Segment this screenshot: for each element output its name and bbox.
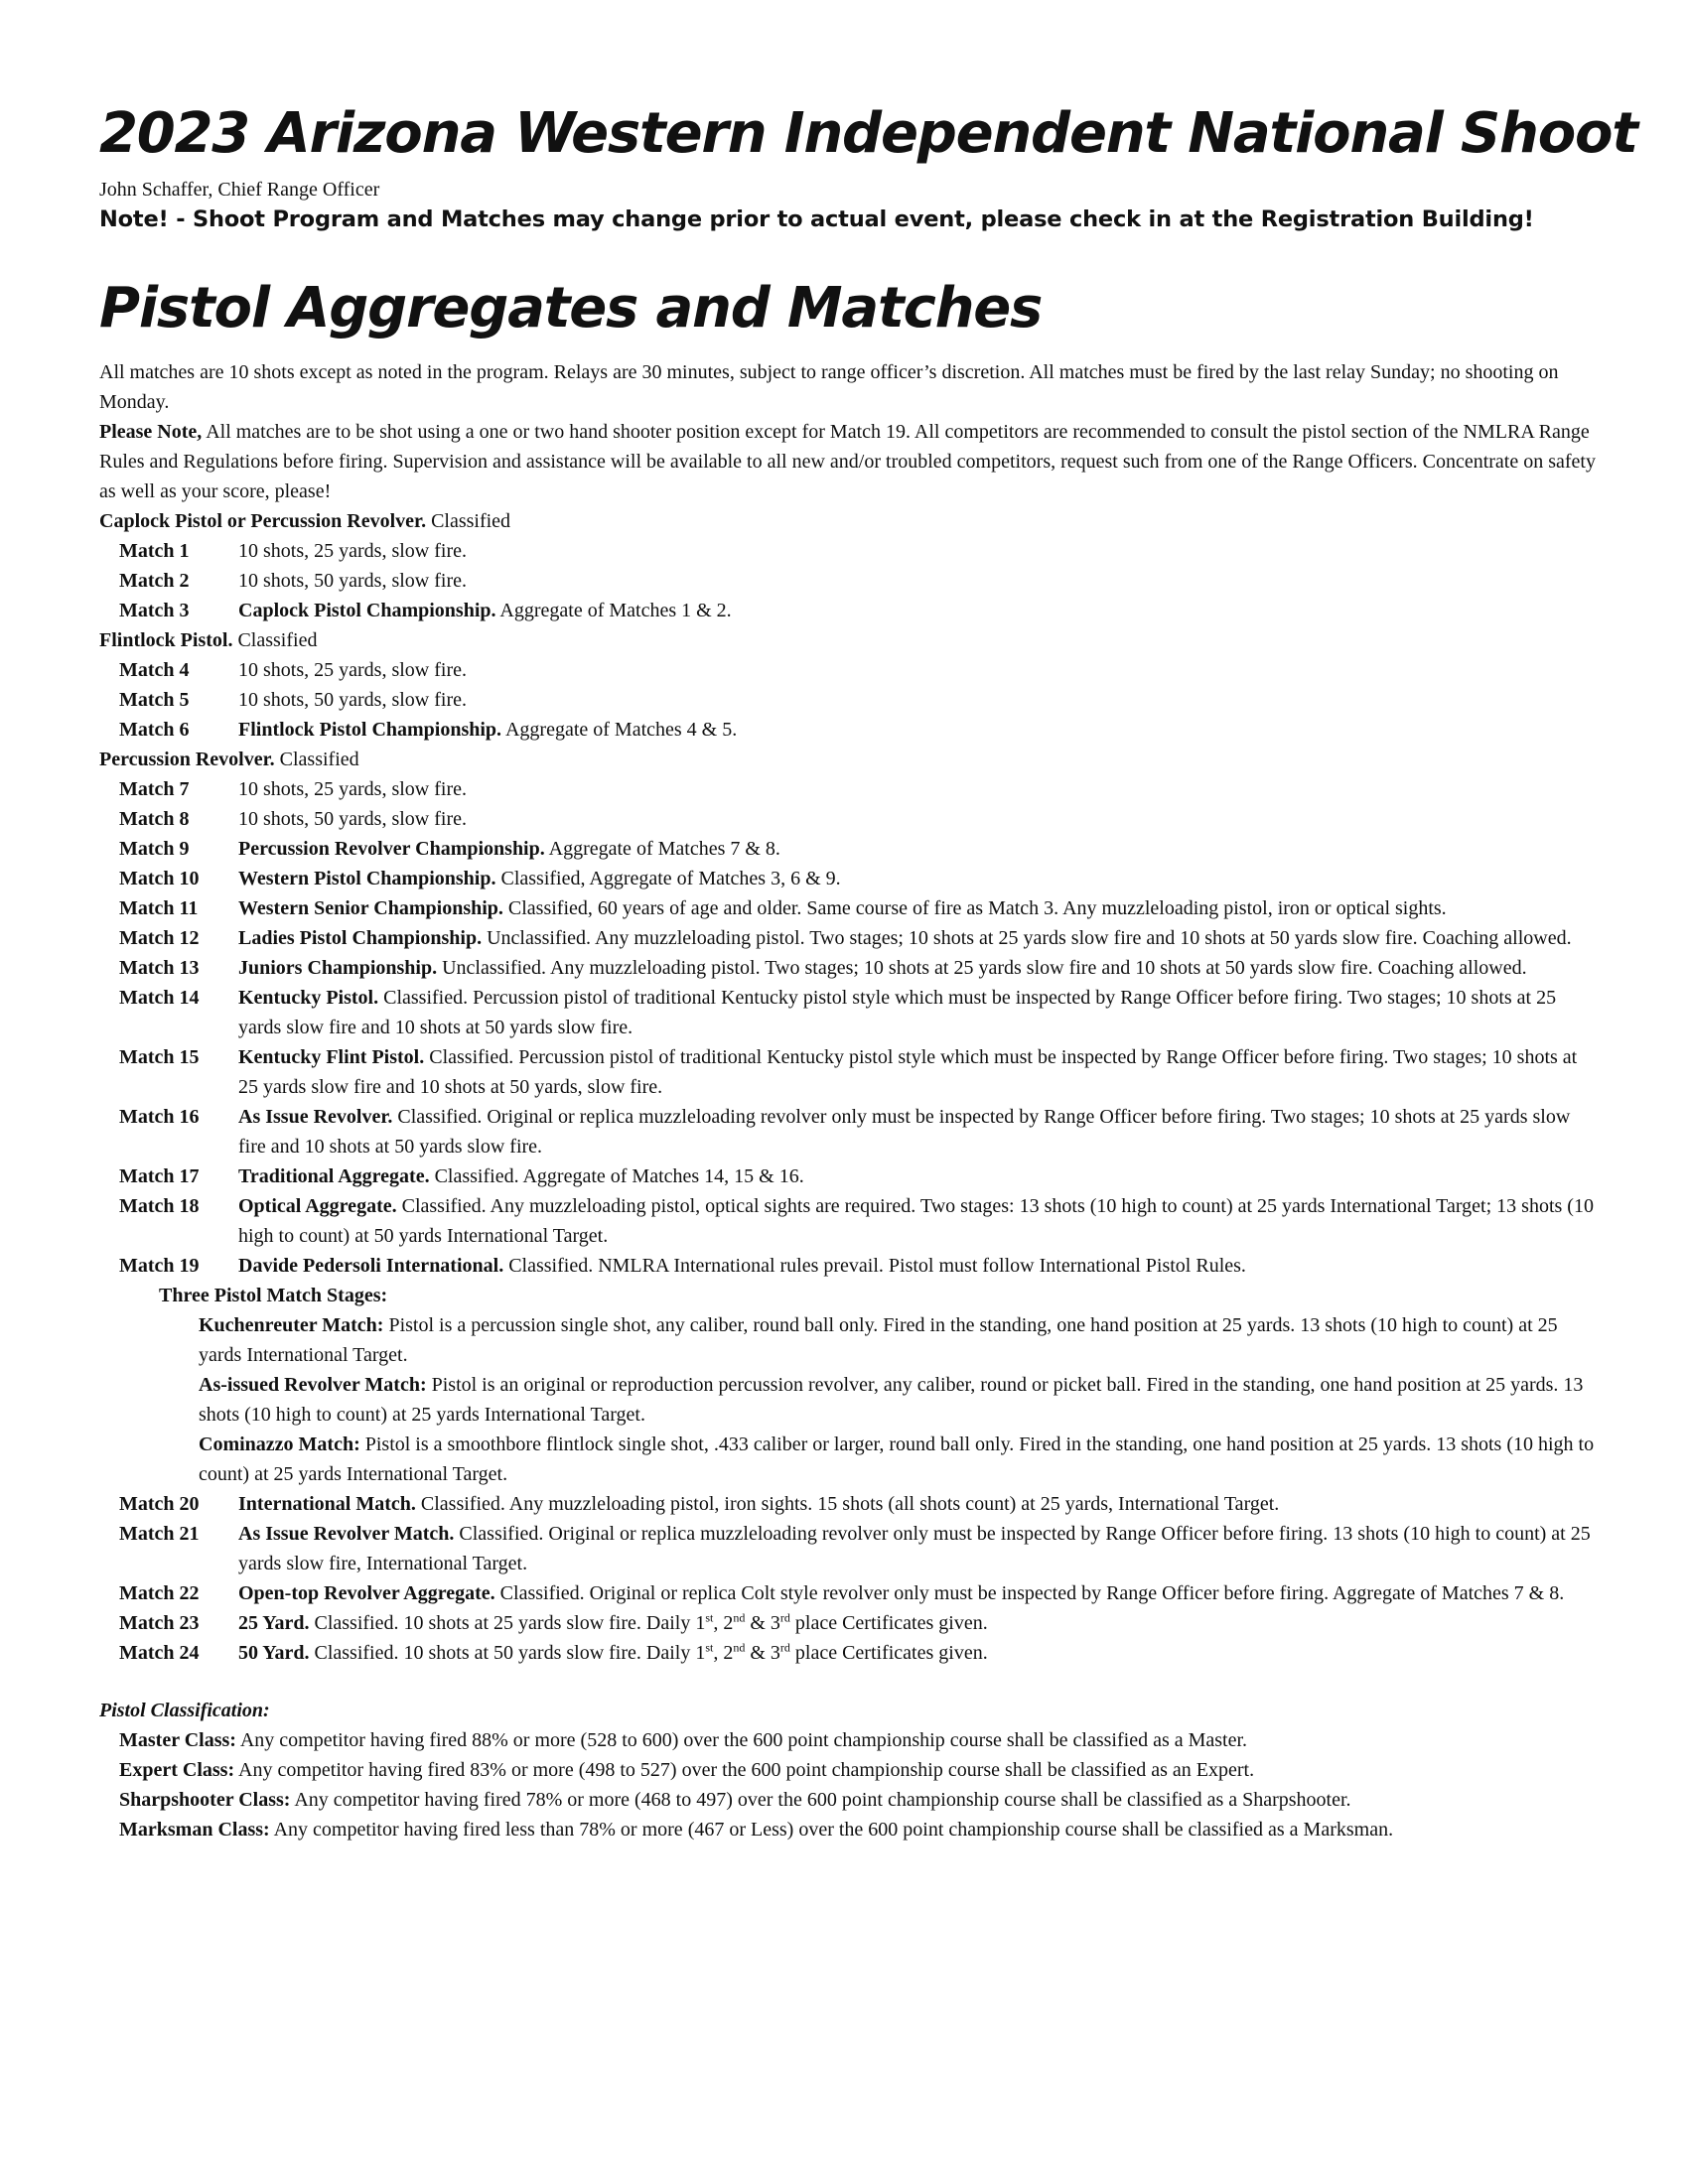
match-number: Match 15 — [119, 1046, 200, 1068]
match-text: & 3 — [745, 1642, 780, 1664]
group-name: Caplock Pistol or Percussion Revolver. — [99, 510, 427, 532]
match-description — [238, 1578, 1599, 1608]
class-expert — [99, 1755, 1599, 1785]
match-description: 10 shots, 25 yards, slow fire. — [238, 659, 467, 681]
match-number: Match 11 — [119, 897, 199, 919]
match-number: Match 24 — [119, 1642, 200, 1664]
match-description — [238, 1251, 1599, 1281]
match-number: Match 19 — [119, 1255, 200, 1277]
intro-paragraph: All matches are 10 shots except as noted in the program. Relays are 30 minutes, subject to range officer’s discretion. All matches must be fired by the last relay Sunday; no shooting on Monday. — [99, 361, 1559, 413]
group-tag: Classified — [274, 749, 359, 770]
match-number: Match 9 — [119, 838, 190, 860]
please-note-paragraph — [99, 417, 1599, 506]
match-description — [238, 834, 1599, 864]
match-text: Unclassified. Any muzzleloading pistol. Two stages; 10 shots at 25 yards slow fire and 10 shots at 50 yards slow fire. Coaching allowed. — [437, 957, 1527, 979]
match-text: , 2 — [713, 1612, 734, 1634]
stage-cominazzo — [99, 1430, 1599, 1489]
match-24 — [99, 1638, 1599, 1668]
stage-text: Pistol is a smoothbore flintlock single shot, .433 caliber or larger, round ball only. Fired in the standing, one hand position at 25 yards. 13 shots (10 high to count) at 25 yards International Target. — [199, 1433, 1595, 1485]
match-number: Match 7 — [119, 778, 190, 800]
match-description: 10 shots, 25 yards, slow fire. — [238, 540, 467, 562]
match-description — [238, 1489, 1599, 1519]
match-text: Classified. Percussion pistol of traditional Kentucky pistol style which must be inspected by Range Officer before firing. Two stages; 10 shots at 25 yards slow fire and 10 shots at 50 yards, slow fire. — [238, 1046, 1578, 1098]
match-text: Classified. Any muzzleloading pistol, optical sights are required. Two stages: 13 shots (10 high to count) at 25 yards International Target; 13 shots (10 high to count) at 50 yards International Target. — [238, 1195, 1594, 1247]
match-title: Flintlock Pistol Championship. — [238, 719, 502, 741]
match-19 — [99, 1251, 1599, 1281]
stage-name: Cominazzo Match: — [199, 1433, 360, 1455]
match-number: Match 4 — [119, 659, 190, 681]
match-description — [238, 1519, 1599, 1578]
class-name: Expert Class: — [119, 1759, 235, 1781]
match-text: Classified. NMLRA International rules prevail. Pistol must follow International Pistol Rules. — [503, 1255, 1246, 1277]
match-text: place Certificates given. — [789, 1612, 988, 1634]
match-text: & 3 — [745, 1612, 780, 1634]
match-17 — [99, 1161, 1599, 1191]
match-18 — [99, 1191, 1599, 1251]
match-title: As Issue Revolver. — [238, 1106, 393, 1128]
match-number: Match 5 — [119, 689, 190, 711]
match-20 — [99, 1489, 1599, 1519]
class-master — [99, 1725, 1599, 1755]
group-name: Flintlock Pistol. — [99, 629, 233, 651]
group-tag: Classified — [426, 510, 511, 532]
match-description — [238, 923, 1599, 953]
ordinal-suffix: nd — [733, 1610, 746, 1625]
ordinal-suffix: rd — [779, 1640, 790, 1655]
match-title: Caplock Pistol Championship. — [238, 600, 496, 621]
match-title: Optical Aggregate. — [238, 1195, 397, 1217]
match-number: Match 14 — [119, 987, 200, 1009]
ordinal-suffix: nd — [733, 1640, 746, 1655]
program-change-note: Note! - Shoot Program and Matches may change prior to actual event, please check in at the Registration Building! — [99, 206, 1534, 232]
stage-name: As-issued Revolver Match: — [199, 1374, 427, 1396]
please-note-label: Please Note, — [99, 421, 203, 443]
match-number: Match 20 — [119, 1493, 200, 1515]
please-note-text: All matches are to be shot using a one or two hand shooter position except for Match 19. All competitors are recommended to consult the pistol section of the NMLRA Range Rules and Regulations before firing. Supervision and assistance will be available to all new and/or troubled competitors, request such from one of the Range Officers. Concentrate on safety as well as your score, please! — [99, 421, 1596, 502]
match-text: place Certificates given. — [789, 1642, 988, 1664]
group-tag: Classified — [232, 629, 318, 651]
ordinal-suffix: st — [705, 1610, 714, 1625]
match-number: Match 8 — [119, 808, 190, 830]
match-title: International Match. — [238, 1493, 416, 1515]
match-number: Match 12 — [119, 927, 200, 949]
match-9 — [99, 834, 1599, 864]
match-title: Kentucky Flint Pistol. — [238, 1046, 425, 1068]
match-text: Classified. 10 shots at 50 yards slow fire. Daily 1 — [309, 1642, 706, 1664]
chief-range-officer: John Schaffer, Chief Range Officer — [99, 179, 380, 201]
match-1 — [99, 536, 1599, 566]
match-title: Ladies Pistol Championship. — [238, 927, 483, 949]
match-number: Match 18 — [119, 1195, 200, 1217]
ordinal-suffix: rd — [779, 1610, 790, 1625]
stage-text: Pistol is a percussion single shot, any caliber, round ball only. Fired in the standing, one hand position at 25 yards. 13 shots (10 high to count) at 25 yards International Target. — [199, 1314, 1558, 1366]
match-text: , 2 — [713, 1642, 734, 1664]
match-text: Aggregate of Matches 4 & 5. — [501, 719, 738, 741]
match-text: Classified. Original or replica Colt style revolver only must be inspected by Range Officer before firing. Aggregate of Matches 7 & 8. — [494, 1582, 1565, 1604]
match-text: Aggregate of Matches 7 & 8. — [544, 838, 780, 860]
match-text: Classified, 60 years of age and older. Same course of fire as Match 3. Any muzzleloading pistol, iron or optical sights. — [502, 897, 1447, 919]
match-number: Match 1 — [119, 540, 190, 562]
match-description — [238, 983, 1599, 1042]
match-number: Match 6 — [119, 719, 190, 741]
match-description — [238, 1161, 1599, 1191]
match-15 — [99, 1042, 1599, 1102]
match-text: Aggregate of Matches 1 & 2. — [495, 600, 732, 621]
classification-heading: Pistol Classification: — [99, 1700, 270, 1721]
match-title: Percussion Revolver Championship. — [238, 838, 545, 860]
match-description — [238, 1042, 1599, 1102]
match-number: Match 10 — [119, 868, 200, 889]
stage-name: Kuchenreuter Match: — [199, 1314, 384, 1336]
match-title: Juniors Championship. — [238, 957, 438, 979]
match-number: Match 3 — [119, 600, 190, 621]
match-description — [238, 715, 1599, 745]
match-4 — [99, 655, 1599, 685]
match-description — [238, 893, 1599, 923]
match-description: 10 shots, 50 yards, slow fire. — [238, 808, 467, 830]
match-text: Classified. Original or replica muzzleloading revolver only must be inspected by Range Officer before firing. Two stages; 10 shots at 25 yards slow fire and 10 shots at 50 yards slow fire. — [238, 1106, 1571, 1158]
stage-as-issued-revolver — [99, 1370, 1599, 1430]
match-14 — [99, 983, 1599, 1042]
match-number: Match 21 — [119, 1523, 200, 1545]
match-number: Match 2 — [119, 570, 190, 592]
match-description: 10 shots, 50 yards, slow fire. — [238, 570, 467, 592]
match-11 — [99, 893, 1599, 923]
match-title: As Issue Revolver Match. — [238, 1523, 455, 1545]
class-text: Any competitor having fired 88% or more (528 to 600) over the 600 point championship course shall be classified as a Master. — [235, 1729, 1248, 1751]
match-2 — [99, 566, 1599, 596]
class-text: Any competitor having fired less than 78% or more (467 or Less) over the 600 point championship course shall be classified as a Marksman. — [269, 1819, 1394, 1841]
match-text: Classified. Original or replica muzzleloading revolver only must be inspected by Range Officer before firing. 13 shots (10 high to count) at 25 yards slow fire, International Target. — [238, 1523, 1591, 1574]
match-8 — [99, 804, 1599, 834]
class-name: Marksman Class: — [119, 1819, 270, 1841]
match-3 — [99, 596, 1599, 625]
stages-heading: Three Pistol Match Stages: — [159, 1285, 388, 1306]
match-number: Match 23 — [119, 1612, 200, 1634]
match-title: Open-top Revolver Aggregate. — [238, 1582, 495, 1604]
match-description — [238, 1102, 1599, 1161]
match-description — [238, 1191, 1599, 1251]
match-text: Unclassified. Any muzzleloading pistol. Two stages; 10 shots at 25 yards slow fire and 10 shots at 50 yards slow fire. Coaching allowed. — [482, 927, 1572, 949]
match-title: 50 Yard. — [238, 1642, 310, 1664]
class-name: Master Class: — [119, 1729, 236, 1751]
match-number: Match 17 — [119, 1165, 200, 1187]
class-sharpshooter — [99, 1785, 1599, 1815]
match-title: Davide Pedersoli International. — [238, 1255, 504, 1277]
match-text: Classified. Aggregate of Matches 14, 15 & 16. — [429, 1165, 804, 1187]
class-marksman — [99, 1815, 1599, 1844]
group-percussion-revolver — [99, 745, 1599, 774]
match-description — [238, 864, 1599, 893]
match-5 — [99, 685, 1599, 715]
section-title: Pistol Aggregates and Matches — [99, 276, 1043, 341]
match-7 — [99, 774, 1599, 804]
match-number: Match 16 — [119, 1106, 200, 1128]
match-description: 10 shots, 50 yards, slow fire. — [238, 689, 467, 711]
ordinal-suffix: st — [705, 1640, 714, 1655]
match-title: 25 Yard. — [238, 1612, 310, 1634]
match-description — [238, 1608, 1599, 1638]
match-description — [238, 1638, 1599, 1668]
class-text: Any competitor having fired 78% or more (468 to 497) over the 600 point championship course shall be classified as a Sharpshooter. — [290, 1789, 1351, 1811]
match-21 — [99, 1519, 1599, 1578]
class-name: Sharpshooter Class: — [119, 1789, 291, 1811]
match-title: Traditional Aggregate. — [238, 1165, 430, 1187]
match-number: Match 13 — [119, 957, 200, 979]
match-title: Western Pistol Championship. — [238, 868, 496, 889]
class-text: Any competitor having fired 83% or more (498 to 527) over the 600 point championship course shall be classified as an Expert. — [234, 1759, 1255, 1781]
match-text: Classified. Any muzzleloading pistol, iron sights. 15 shots (all shots count) at 25 yards, International Target. — [415, 1493, 1280, 1515]
match-text: Classified. Percussion pistol of traditional Kentucky pistol style which must be inspected by Range Officer before firing. Two stages; 10 shots at 25 yards slow fire and 10 shots at 50 yards slow fire. — [238, 987, 1557, 1038]
group-caplock — [99, 506, 1599, 536]
match-6 — [99, 715, 1599, 745]
document-page — [99, 99, 1637, 1844]
group-flintlock — [99, 625, 1599, 655]
match-16 — [99, 1102, 1599, 1161]
match-22 — [99, 1578, 1599, 1608]
match-number: Match 22 — [119, 1582, 200, 1604]
match-13 — [99, 953, 1599, 983]
match-23 — [99, 1608, 1599, 1638]
match-12 — [99, 923, 1599, 953]
match-10 — [99, 864, 1599, 893]
group-name: Percussion Revolver. — [99, 749, 275, 770]
document-title: 2023 Arizona Western Independent National Shoot — [99, 101, 1637, 166]
match-text: Classified, Aggregate of Matches 3, 6 & 9. — [495, 868, 841, 889]
match-description — [238, 596, 1599, 625]
stage-text: Pistol is an original or reproduction percussion revolver, any caliber, round or picket ball. Fired in the standing, one hand position at 25 yards. 13 shots (10 high to count) at 25 yards International Target. — [199, 1374, 1584, 1426]
match-title: Western Senior Championship. — [238, 897, 503, 919]
match-title: Kentucky Pistol. — [238, 987, 379, 1009]
match-description — [238, 953, 1599, 983]
stage-kuchenreuter — [99, 1310, 1599, 1370]
match-text: Classified. 10 shots at 25 yards slow fire. Daily 1 — [309, 1612, 706, 1634]
match-description: 10 shots, 25 yards, slow fire. — [238, 778, 467, 800]
